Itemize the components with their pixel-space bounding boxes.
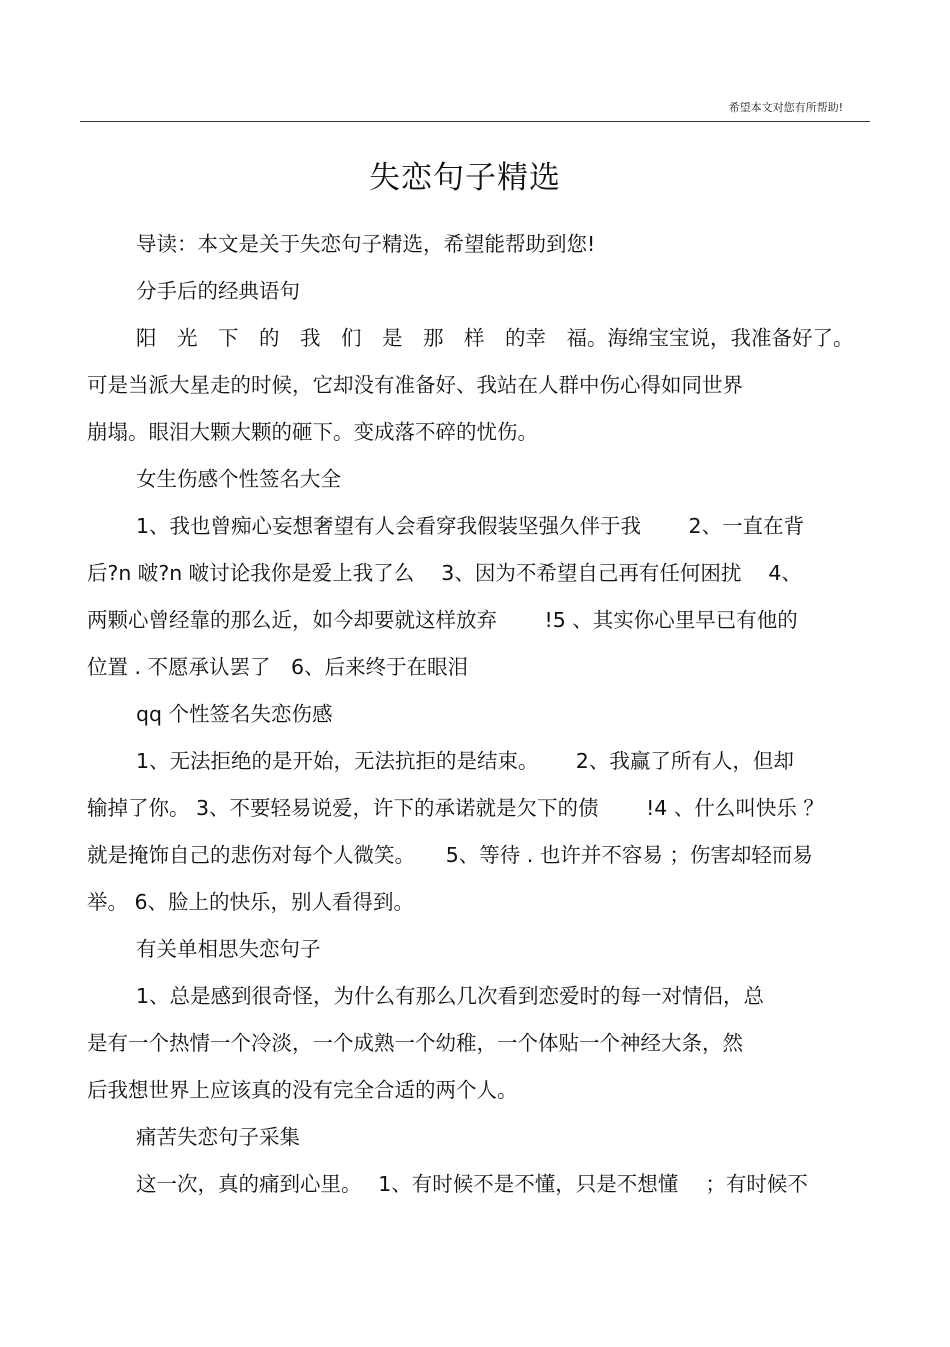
header-divider xyxy=(80,121,870,122)
paragraph-line: 后?n 啵?n 啵讨论我你是爱上我了么 3、因为不希望自己再有任何困扰 4、 xyxy=(87,561,802,585)
header-note: 希望本文对您有所帮助! xyxy=(728,101,843,114)
paragraph-line: 崩塌。眼泪大颗大颗的砸下。变成落不碎的忧伤。 xyxy=(87,420,538,444)
paragraph-line: 输掉了你。 3、不要轻易说爱，许下的承诺就是欠下的债 !4 、什么叫快乐 ？ xyxy=(87,796,824,820)
paragraph-line: 1、我也曾痴心妄想奢望有人会看穿我假装坚强久伴于我 2、一直在背 xyxy=(136,514,805,538)
paragraph-line: 阳 光 下 的 我 们 是 那 样 的幸 福。海绵宝宝说，我准备好了。 xyxy=(136,326,854,350)
intro-line: 导读：本文是关于失恋句子精选，希望能帮助到您! xyxy=(136,232,596,256)
paragraph-line: 1、无法拒绝的是开始，无法抗拒的是结束。 2、我赢了所有人，但却 xyxy=(136,749,794,773)
document-title: 失恋句子精选 xyxy=(369,160,561,196)
paragraph-line: 这一次，真的痛到心里。 1、有时候不是不懂，只是不想懂 ；有时候不 xyxy=(136,1172,808,1196)
paragraph-line: 可是当派大星走的时候，它却没有准备好、我站在人群中伤心得如同世界 xyxy=(87,373,743,397)
section-heading: 有关单相思失恋句子 xyxy=(136,937,321,961)
paragraph-line: 举。 6、脸上的快乐，别人看得到。 xyxy=(87,890,415,914)
section-heading: 女生伤感个性签名大全 xyxy=(136,467,341,491)
section-heading: 痛苦失恋句子采集 xyxy=(136,1125,300,1149)
paragraph-line: 后我想世界上应该真的没有完全合适的两个人。 xyxy=(87,1078,518,1102)
section-heading: qq 个性签名失恋伤感 xyxy=(136,702,333,726)
paragraph-line: 1、总是感到很奇怪，为什么有那么几次看到恋爱时的每一对情侣，总 xyxy=(136,984,765,1008)
paragraph-line: 两颗心曾经靠的那么近，如今却要就这样放弃 !5 、其实你心里早已有他的 xyxy=(87,608,798,632)
paragraph-line: 就是掩饰自己的悲伤对每个人微笑。 5、等待 . 也许并不容易 ；伤害却轻而易 xyxy=(87,843,813,867)
paragraph-line: 是有一个热情一个冷淡，一个成熟一个幼稚，一个体贴一个神经大条，然 xyxy=(87,1031,743,1055)
section-heading: 分手后的经典语句 xyxy=(136,279,300,303)
paragraph-line: 位置 . 不愿承认罢了 6、后来终于在眼泪 xyxy=(87,655,469,679)
